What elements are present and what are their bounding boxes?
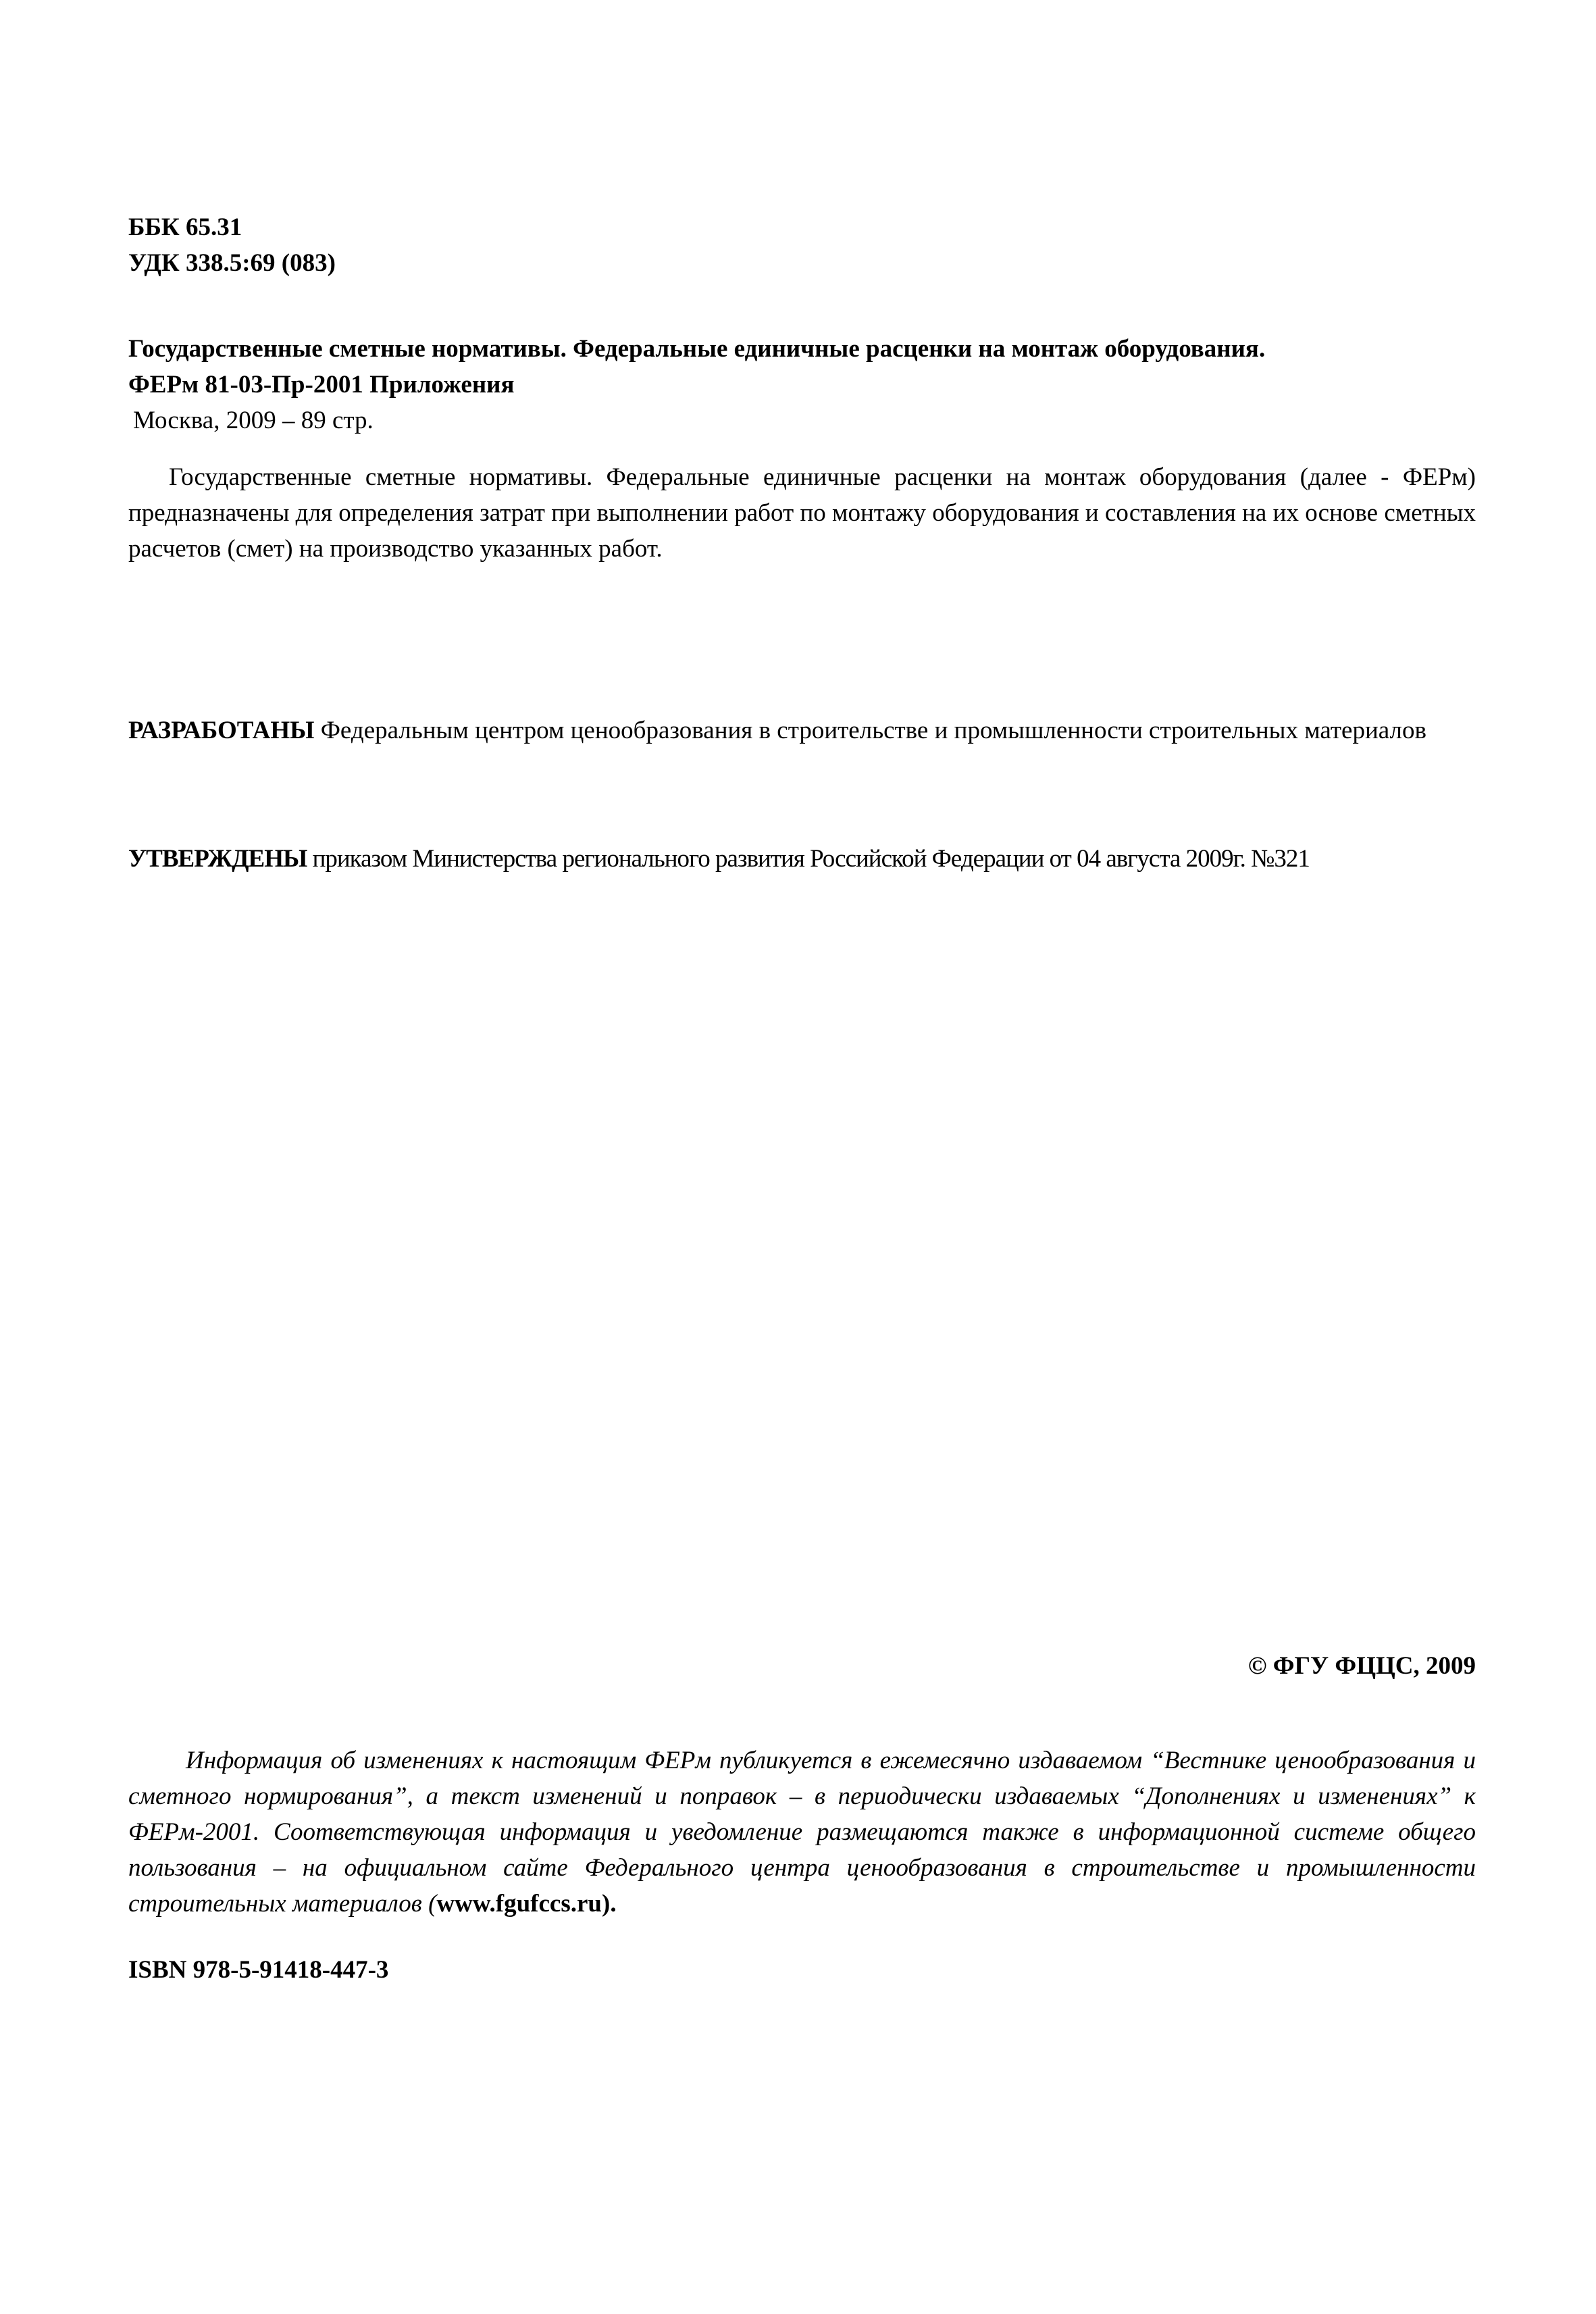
developed-by — [128, 713, 1476, 748]
publication-place-year: Москва, 2009 – 89 стр. — [133, 407, 374, 434]
info-text: Информация об изменениях к настоящим ФЕРм публикуется в ежемесячно издаваемом “Вестнике ценообразования и сметного нормирования”, а текст изменений и поправок – в периодически издаваемых “Дополнениях и изменениях” к ФЕРм-2001. Соответствующая информация и уведомление размещаются также в информационной системе общего пользования – на официальном сайте Федерального центра ценообразования в строительстве и промышленности строительных материалов ( — [128, 1747, 1476, 1918]
approved-by — [128, 841, 1476, 877]
approved-label: УТВЕРЖДЕНЫ — [128, 845, 307, 873]
developed-label: РАЗРАБОТАНЫ — [128, 717, 315, 744]
bbk-code: ББК 65.31 — [128, 213, 242, 241]
title-line: Государственные сметные нормативы. Федеральные единичные расценки на монтаж оборудования. — [128, 335, 1266, 363]
changes-info-paragraph — [128, 1743, 1476, 1922]
copyright-notice: © ФГУ ФЦЦС, 2009 — [1247, 1652, 1476, 1680]
bibliographic-title — [128, 331, 1476, 438]
developed-text: Федеральным центром ценообразования в строительстве и промышленности строительных материалов — [320, 717, 1426, 744]
info-tail: ). — [602, 1890, 617, 1918]
isbn-number: ISBN 978-5-91418-447-3 — [128, 1956, 389, 1984]
udk-code: УДК 338.5:69 (083) — [128, 249, 336, 277]
approved-text: приказом Министерства регионального развития Российской Федерации от 04 августа 2009г. №321 — [312, 845, 1310, 873]
title-code: ФЕРм 81-03-Пр-2001 Приложения — [128, 371, 515, 398]
classification-codes — [128, 209, 1476, 281]
website-link[interactable]: www.fgufccs.ru — [436, 1890, 602, 1918]
description-paragraph: Государственные сметные нормативы. Федеральные единичные расценки на монтаж оборудования (далее - ФЕРм) предназначены для определения затрат при выполнении работ по монтажу оборудования и составления на их основе сметных расчетов (смет) на производство указанных работ. — [128, 463, 1476, 563]
